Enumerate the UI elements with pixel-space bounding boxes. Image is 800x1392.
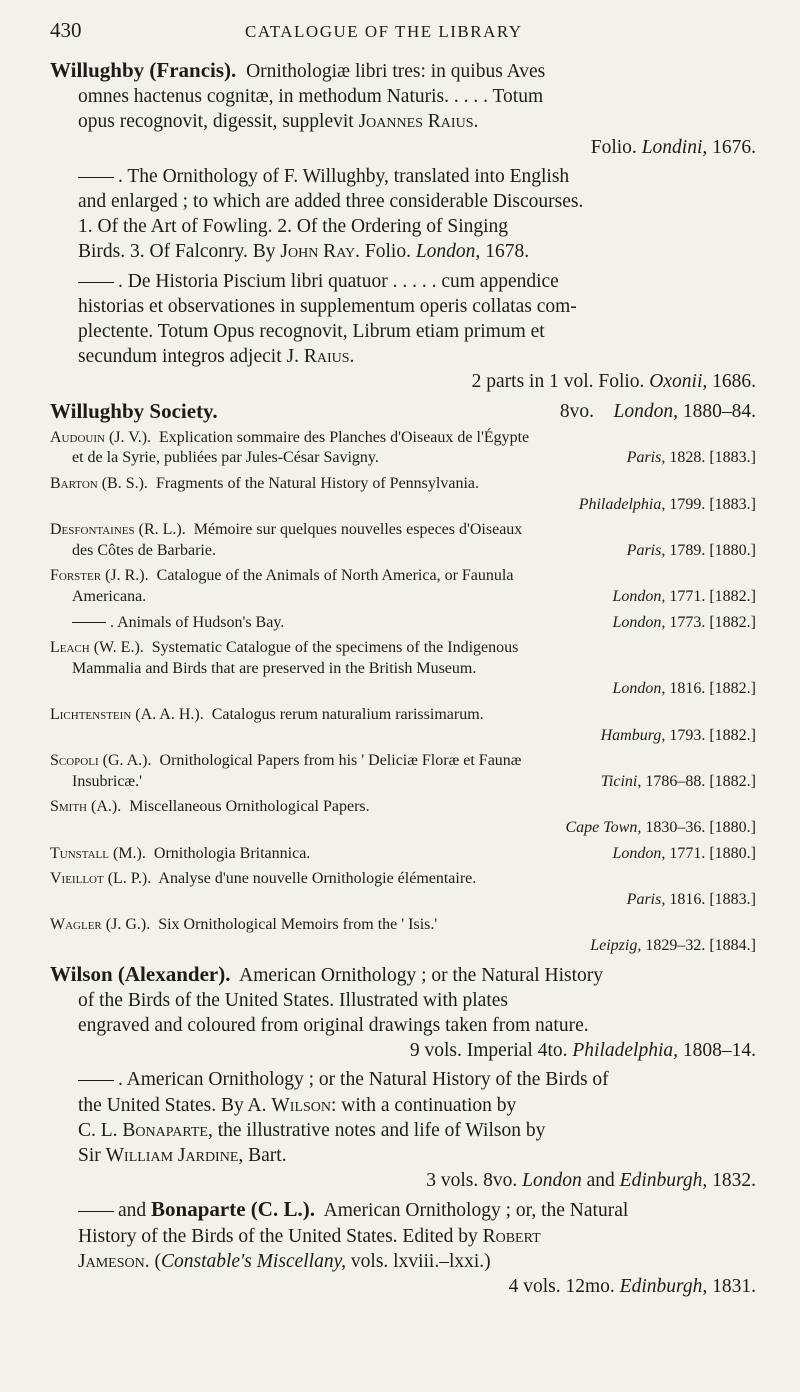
entry-heading: Willughby Society. <box>50 398 218 423</box>
list-item: Desfontaines (R. L.). Mémoire sur quelques nouvelles especes d'Oiseaux des Côtes de Barbarie. Paris, 1789. [1880.] <box>50 521 756 559</box>
imprint: 9 vols. Imperial 4to. Philadelphia, 1808–14. <box>409 1040 756 1062</box>
society-publications-list <box>50 428 756 957</box>
imprint: 2 parts in 1 vol. Folio. Oxonii, 1686. <box>471 371 756 393</box>
entry-willughby-piscium: . De Historia Piscium libri quatuor . . . . . cum appendice historias et observationes in supplementum operis collatas com- plectente. Totum Opus recognovit, Librum etiam primum et secundum integros adjecit J. Raius. 2 parts in 1 vol. Folio. Oxonii, 1686. <box>50 269 756 395</box>
entry-willughby-ornithologiae: Willughby (Francis). Ornithologiæ libri tres: in quibus Aves omnes hactenus cognitæ, in methodum Naturis. . . . . Totum opus recognovit, digessit, supplevit Joannes Raius. Folio. Londini, 1676. <box>50 58 756 160</box>
list-item: Tunstall (M.). Ornithologia Britannica. London, 1771. [1880.] <box>50 844 756 862</box>
entry-wilson-continuation: . American Ornithology ; or the Natural History of the Birds of the United States. By A. Wilson: with a continuation by C. L. Bonaparte, the illustrative notes and life of Wilson by Sir William Jardine, Bart. 3 vols. 8vo. London and Edinburgh, 1832. <box>50 1067 756 1193</box>
list-item: Wagler (J. G.). Six Ornithological Memoirs from the ' Isis.' Leipzig, 1829–32. [1884.] <box>50 916 756 954</box>
page-number: 430 <box>50 18 82 42</box>
entry-wilson-american-ornithology: Wilson (Alexander). American Ornithology ; or the Natural History of the Birds of the United States. Illustrated with plates engraved and coloured from original drawings taken from nature. 9 vols. Imperial 4to. Philadelphia, 1808–14. <box>50 962 756 1064</box>
entry-willughby-society: Willughby Society. 8vo. London, 1880–84. <box>50 398 756 423</box>
list-item: . Animals of Hudson's Bay. London, 1773. [1882.] <box>50 613 756 634</box>
list-item: Audouin (J. V.). Explication sommaire des Planches d'Oiseaux de l'Égypte et de la Syrie, publiées par Jules-César Savigny. Paris, 1828. [1883.] <box>50 428 756 467</box>
list-item: Barton (B. S.). Fragments of the Natural History of Pennsylvania. Philadelphia, 1799. [1883.] <box>50 475 756 513</box>
entry-wilson-bonaparte: and Bonaparte (C. L.). American Ornithology ; or, the Natural History of the Birds of the United States. Edited by Robert Jameson. (Constable's Miscellany, vols. lxviii.–lxxi.) 4 vols. 12mo. Edinburgh, 1831. <box>50 1197 756 1299</box>
list-item: Lichtenstein (A. A. H.). Catalogus rerum naturalium rarissimarum. Hamburg, 1793. [1882.] <box>50 705 756 744</box>
ditto-dash <box>78 177 114 178</box>
ditto-dash <box>78 1211 114 1212</box>
list-item: Scopoli (G. A.). Ornithological Papers from his ' Deliciæ Floræ et Faunæ Insubricæ.' Ticini, 1786–88. [1882.] <box>50 752 756 790</box>
imprint: 4 vols. 12mo. Edinburgh, 1831. <box>508 1275 756 1297</box>
list-item: Smith (A.). Miscellaneous Ornithological Papers. Cape Town, 1830–36. [1880.] <box>50 798 756 836</box>
entry-heading: Wilson (Alexander). <box>50 961 231 986</box>
page-header <box>50 18 756 58</box>
entry-heading: Willughby (Francis). <box>50 58 237 82</box>
imprint: 3 vols. 8vo. London and Edinburgh, 1832. <box>426 1170 756 1192</box>
list-item: Vieillot (L. P.). Analyse d'une nouvelle Ornithologie élémentaire. Paris, 1816. [1883.] <box>50 870 756 908</box>
running-title: CATALOGUE OF THE LIBRARY <box>245 22 523 41</box>
entry-willughby-ornithology-english: . The Ornithology of F. Willughby, translated into English and enlarged ; to which are added three considerable Discourses. 1. Of the Art of Fowling. 2. Of the Ordering of Singing Birds. 3. Of Falconry. By John Ray. Folio. London, 1678. <box>78 165 584 263</box>
list-item: Leach (W. E.). Systematic Catalogue of the specimens of the Indigenous Mammalia and Birds that are preserved in the British Museum. London, 1816. [1882.] <box>50 639 756 698</box>
ditto-dash <box>72 622 106 623</box>
ditto-dash <box>78 282 114 283</box>
ditto-dash <box>78 1080 114 1081</box>
imprint: Folio. Londini, 1676. <box>590 136 756 158</box>
list-item: Forster (J. R.). Catalogue of the Animals of North America, or Faunula Americana. London, 1771. [1882.] <box>50 567 756 605</box>
